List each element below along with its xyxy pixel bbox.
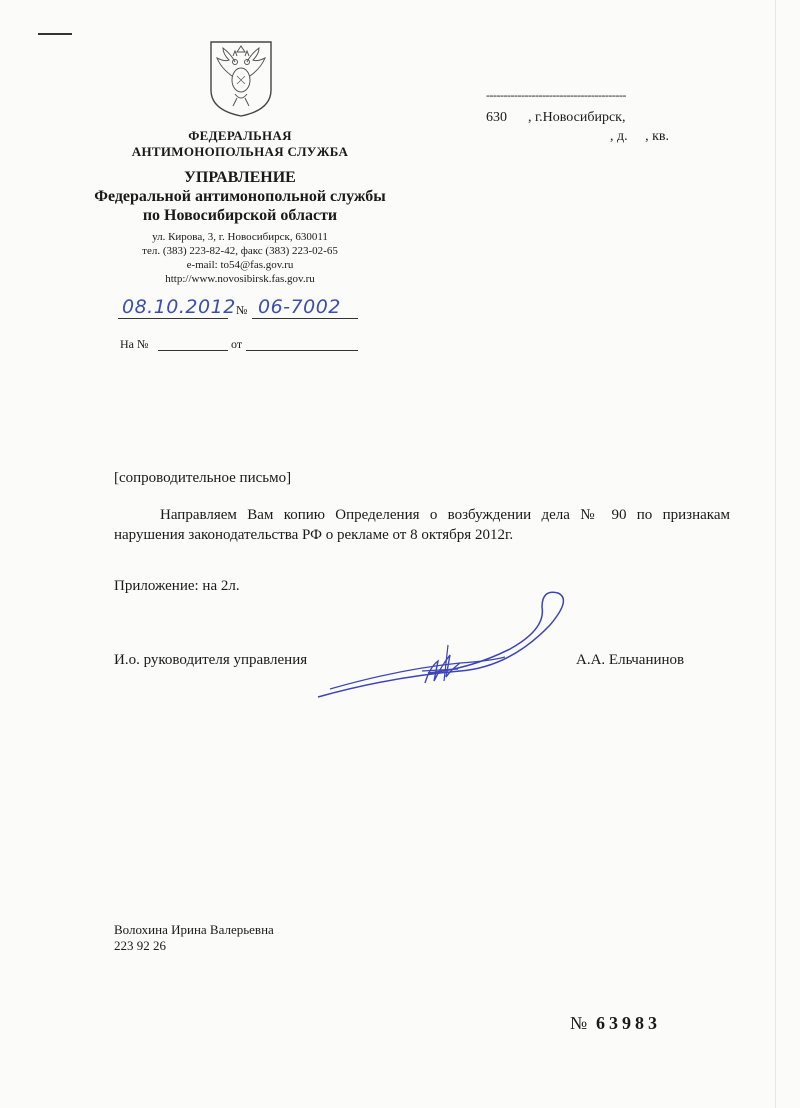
executor-phone: 223 92 26 [114,938,166,953]
number-underline [252,318,358,319]
org-website: http://www.novosibirsk.fas.gov.ru [165,273,315,285]
org-phone: тел. (383) 223-82-42, факс (383) 223-02-65 [142,245,338,257]
date-underline [118,318,228,319]
letter-body: Направляем Вам копию Определения о возбуждении дела № 90 по признакам нарушения законодательства РФ о рекламе от 8 октября 2012г. [114,507,730,543]
recipient-house: , д. , кв. [610,129,670,144]
doc-number: 63983 [596,1013,661,1033]
letter-type: [сопроводительное письмо] [114,470,292,486]
russian-coat-of-arms-icon [207,40,275,118]
dept-name-line1: Федеральной антимонопольной службы [94,188,386,205]
paper-fold-line [775,0,776,1108]
signer-title: И.о. руководителя управления [114,652,308,668]
from-label: от [231,337,243,351]
number-label: № [236,303,248,317]
org-name-line1: ФЕДЕРАЛЬНАЯ [188,128,292,143]
scan-artifact-mark [38,33,72,35]
org-name-line2: АНТИМОНОПОЛЬНАЯ СЛУЖБА [131,144,349,159]
from-underline [246,350,358,351]
handwritten-signature [310,585,580,705]
dept-title: УПРАВЛЕНИЕ [184,169,296,186]
outgoing-date: 08.10.2012 [122,296,236,318]
org-address: ул. Кирова, 3, г. Новосибирск, 630011 [152,231,328,243]
on-number-label: На № [120,337,149,351]
recipient-dashes: ---------------------------------------- [486,88,626,102]
recipient-postcode: 630 [486,110,507,125]
org-email: e-mail: to54@fas.gov.ru [186,259,294,271]
on-number-underline [158,350,228,351]
outgoing-number: 06-7002 [258,296,341,318]
recipient-city: , г.Новосибирск, [528,110,626,125]
signer-name: А.А. Ельчанинов [576,652,685,668]
dept-name-line2: по Новосибирской области [142,207,338,224]
doc-number-label: № [570,1013,588,1033]
executor-name: Волохина Ирина Валерьевна [114,922,274,937]
attachment-note: Приложение: на 2л. [114,578,240,594]
